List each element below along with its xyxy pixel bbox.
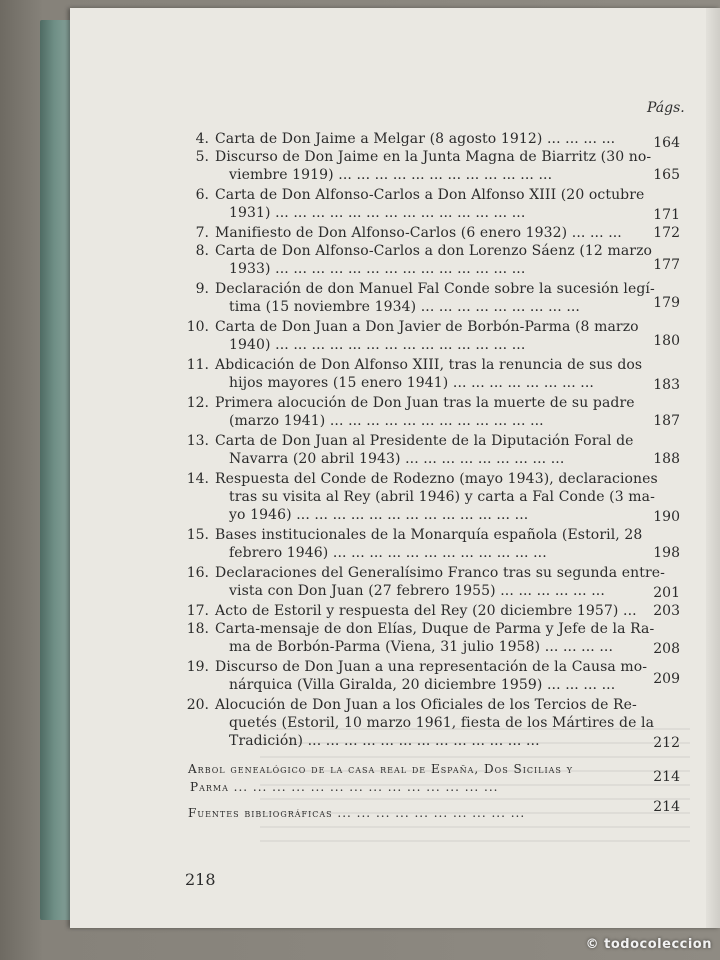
section-page: 214 [653,769,680,785]
entry-title-line: (marzo 1941) ... ... ... ... ... ... ... ... ... ... ... ... [229,413,544,429]
entry-title-line: Declaraciones del Generalísimo Franco tras su segunda entre- [215,565,665,581]
entry-page: 171 [653,207,680,223]
entry-title-line: Discurso de Don Juan a una representación de la Causa mo- [215,659,648,675]
entry-title-line: 1931) ... ... ... ... ... ... ... ... ... ... ... ... ... ... [229,205,526,221]
entry-page: 183 [653,377,680,393]
entry-number: 15. [186,527,209,543]
entry-number: 14. [186,471,209,487]
entry-number: 17. [186,603,209,619]
entry-title-line: Respuesta del Conde de Rodezno (mayo 1943), declaraciones [215,471,658,487]
entry-number: 5. [195,149,209,165]
entry-title-line: Carta de Don Juan al Presidente de la Diputación Foral de [215,433,634,449]
entry-title-line: hijos mayores (15 enero 1941) ... ... ... ... ... ... ... ... [229,375,594,391]
pages-column-header: Págs. [647,100,685,116]
entry-title-line: Carta de Don Juan a Don Javier de Borbón-Parma (8 marzo [215,319,639,335]
entry-number: 7. [195,225,209,241]
entry-page: 177 [653,257,680,273]
entry-title-line: 1933) ... ... ... ... ... ... ... ... ... ... ... ... ... ... [229,261,526,277]
entry-page: 188 [653,451,680,467]
entry-title-line: Abdicación de Don Alfonso XIII, tras la renuncia de sus dos [215,357,643,373]
entry-title-line: Tradición) ... ... ... ... ... ... ... ... ... ... ... ... ... [229,733,540,749]
entry-title-line: quetés (Estoril, 10 marzo 1961, fiesta de los Mártires de la [229,715,655,731]
entry-title-line: Declaración de don Manuel Fal Conde sobre la sucesión legí- [215,281,655,297]
entry-number: 10. [186,319,209,335]
entry-number: 12. [186,395,209,411]
entry-page: 203 [653,603,680,619]
section-page: 214 [653,799,680,815]
entry-title-line: tras su visita al Rey (abril 1946) y carta a Fal Conde (3 ma- [229,489,655,505]
entry-title-line: Primera alocución de Don Juan tras la muerte de su padre [215,395,635,411]
entry-title-line: Carta de Don Alfonso-Carlos a Don Alfonso XIII (20 octubre [215,187,645,203]
entry-page: 172 [653,225,680,241]
entry-title-line: febrero 1946) ... ... ... ... ... ... ... ... ... ... ... ... [229,545,547,561]
entry-number: 8. [195,243,209,259]
entry-number: 9. [195,281,209,297]
entry-title-line: Carta de Don Jaime a Melgar (8 agosto 1912) ... ... ... ... [215,131,616,147]
entry-title-line: Discurso de Don Jaime en la Junta Magna de Biarritz (30 no- [215,149,652,165]
entry-number: 18. [186,621,209,637]
entry-page: 209 [653,671,680,687]
entry-page: 180 [653,333,680,349]
entry-title-line: Alocución de Don Juan a los Oficiales de los Tercios de Re- [215,697,637,713]
entry-title-line: nárquica (Villa Giralda, 20 diciembre 1959) ... ... ... ... [229,677,616,693]
watermark: © todocoleccion [585,937,712,952]
entry-page: 164 [653,135,680,151]
entry-page: 212 [653,735,680,751]
entry-title-line: Manifiesto de Don Alfonso-Carlos (6 enero 1932) ... ... ... [215,225,622,241]
entry-page: 187 [653,413,680,429]
entry-page: 165 [653,167,680,183]
entry-title-line: vista con Don Juan (27 febrero 1955) ... ... ... ... ... ... [229,583,605,599]
page-number: 218 [185,870,216,889]
entry-title-line: Bases institucionales de la Monarquía española (Estoril, 28 [215,527,643,543]
section-title-line: Arbol genealógico de la casa real de España, Dos Sicilias y [188,762,573,776]
entry-number: 6. [195,187,209,203]
entry-number: 11. [186,357,209,373]
entry-page: 190 [653,509,680,525]
entry-page: 201 [653,585,680,601]
entry-page: 208 [653,641,680,657]
book-page [70,8,720,928]
entry-number: 16. [186,565,209,581]
entry-title-line: Carta de Don Alfonso-Carlos a don Lorenzo Sáenz (12 marzo [215,243,653,259]
entry-title-line: Acto de Estoril y respuesta del Rey (20 diciembre 1957) ... [215,603,637,619]
entry-title-line: viembre 1919) ... ... ... ... ... ... ... ... ... ... ... ... [229,167,553,183]
section-title-line: Parma ... ... ... ... ... ... ... ... ... ... ... ... ... ... [190,780,499,794]
entry-title-line: Navarra (20 abril 1943) ... ... ... ... ... ... ... ... ... [229,451,565,467]
section-title-line: Fuentes bibliográficas ... ... ... ... ... ... ... ... ... ... [188,806,526,820]
entry-page: 198 [653,545,680,561]
entry-number: 19. [186,659,209,675]
entry-number: 13. [186,433,209,449]
entry-page: 179 [653,295,680,311]
entry-title-line: 1940) ... ... ... ... ... ... ... ... ... ... ... ... ... ... [229,337,526,353]
entry-title-line: yo 1946) ... ... ... ... ... ... ... ... ... ... ... ... ... [229,507,529,523]
entry-title-line: ma de Borbón-Parma (Viena, 31 julio 1958) ... ... ... ... [229,639,614,655]
entry-number: 20. [186,697,209,713]
entry-title-line: Carta-mensaje de don Elías, Duque de Parma y Jefe de la Ra- [215,621,655,637]
entry-title-line: tima (15 noviembre 1934) ... ... ... ... ... ... ... ... ... [229,299,580,315]
entry-number: 4. [195,131,209,147]
